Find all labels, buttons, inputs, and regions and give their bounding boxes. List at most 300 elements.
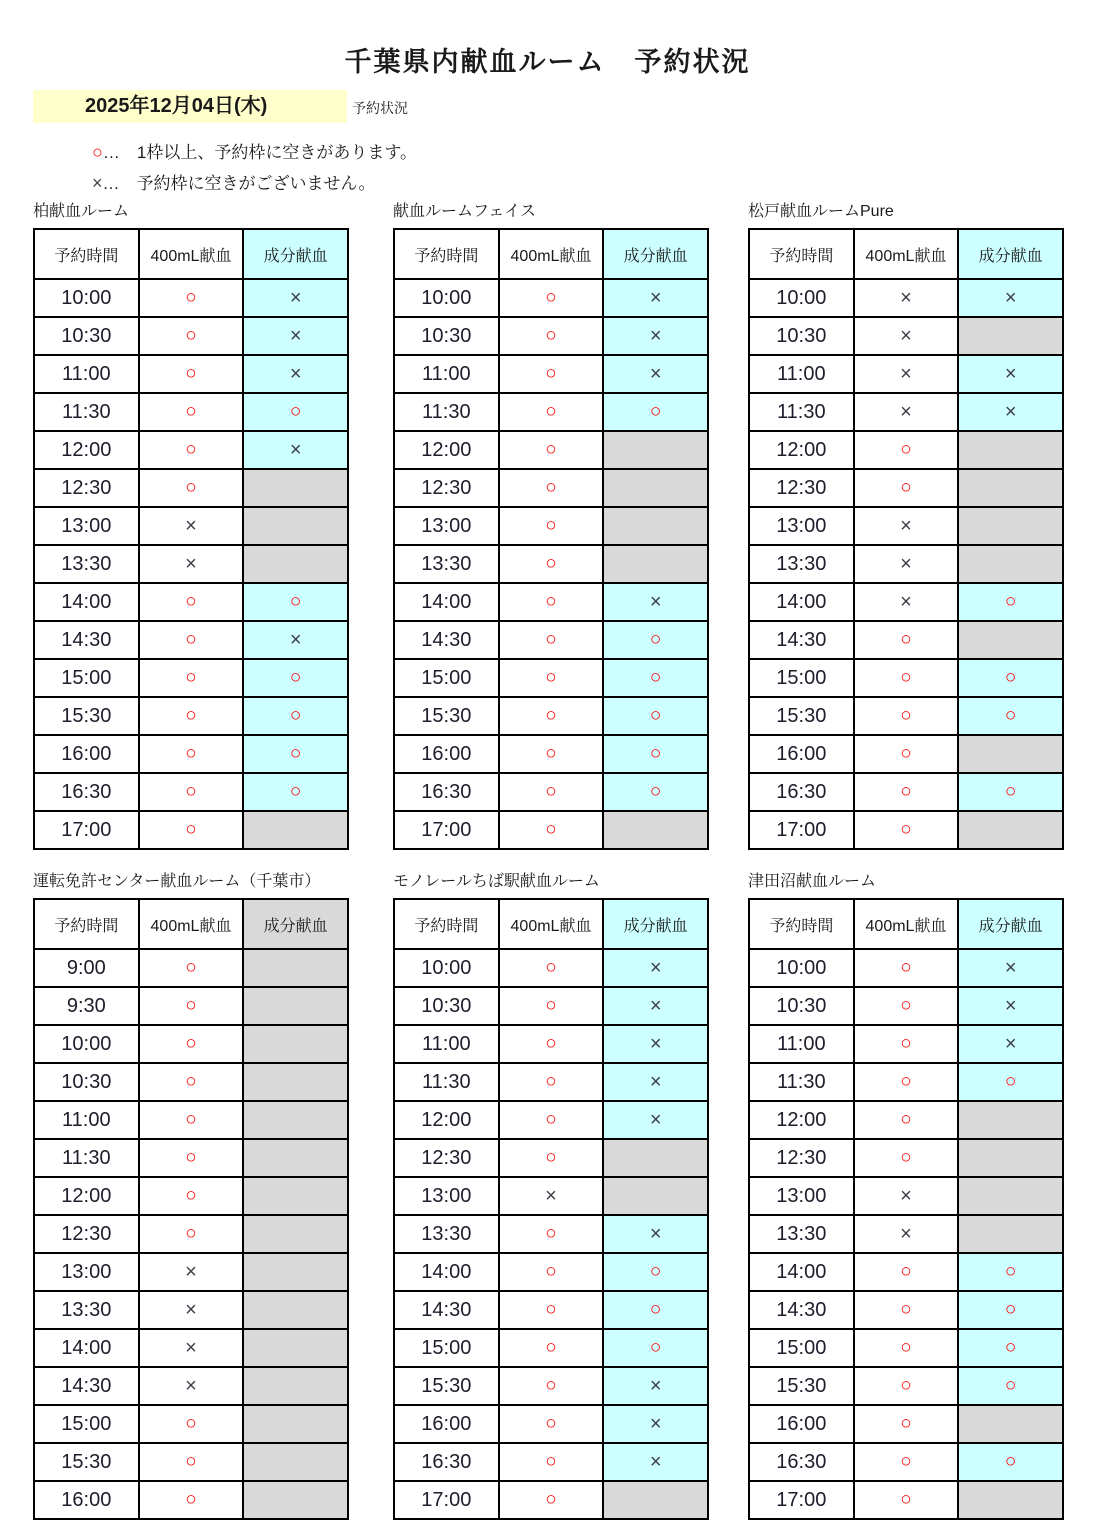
table-row: [749, 1367, 1063, 1405]
table-row: [34, 317, 348, 355]
w400-status-cell: ○: [499, 583, 604, 621]
time-cell: 13:00: [749, 1177, 854, 1215]
table-row: [394, 811, 708, 849]
room-section-1: [33, 198, 355, 850]
table-row: [394, 1291, 708, 1329]
w400-status-cell: ○: [499, 1063, 604, 1101]
table-row: [749, 583, 1063, 621]
component-status-cell: ×: [958, 1025, 1063, 1063]
w400-status-cell: ×: [854, 507, 959, 545]
component-status-cell: ×: [603, 1063, 708, 1101]
time-cell: 17:00: [749, 1481, 854, 1519]
w400-status-cell: ○: [854, 1367, 959, 1405]
component-status-cell: ×: [603, 1405, 708, 1443]
time-cell: 10:00: [749, 279, 854, 317]
w400-status-cell: ○: [139, 1177, 244, 1215]
table-row: [394, 1443, 708, 1481]
time-cell: 14:30: [749, 621, 854, 659]
time-cell: 13:00: [394, 507, 499, 545]
component-status-cell: [243, 545, 348, 583]
room-title: 柏献血ルーム: [33, 203, 130, 220]
table-row: [749, 1215, 1063, 1253]
w400-status-cell: ○: [499, 545, 604, 583]
component-status-cell: [958, 1177, 1063, 1215]
w400-status-cell: ○: [139, 1101, 244, 1139]
component-status-cell: [243, 1139, 348, 1177]
table-row: [394, 1063, 708, 1101]
table-row: [34, 545, 348, 583]
w400-status-cell: ○: [499, 393, 604, 431]
component-status-cell: [243, 469, 348, 507]
w400-status-cell: ○: [499, 621, 604, 659]
legend-available-text: … 1枠以上、予約枠に空きがあります。: [102, 143, 417, 162]
w400-status-cell: ○: [139, 811, 244, 849]
w400-status-cell: ○: [139, 1139, 244, 1177]
component-status-cell: [958, 1101, 1063, 1139]
w400-status-cell: ○: [139, 697, 244, 735]
time-cell: 10:00: [394, 279, 499, 317]
component-status-cell: [243, 1481, 348, 1519]
table-row: [34, 1291, 348, 1329]
time-cell: 14:30: [34, 621, 139, 659]
component-status-cell: [958, 621, 1063, 659]
cross-full-icon: ×: [92, 173, 103, 193]
header-row: [394, 899, 708, 949]
table-row: [394, 1215, 708, 1253]
time-cell: 13:00: [34, 1253, 139, 1291]
w400-status-cell: ×: [139, 1253, 244, 1291]
table-row: [394, 1253, 708, 1291]
time-cell: 16:00: [34, 735, 139, 773]
time-cell: 17:00: [394, 811, 499, 849]
column-header: 予約時間: [394, 899, 499, 949]
table-row: [34, 621, 348, 659]
time-cell: 12:30: [34, 469, 139, 507]
time-cell: 10:30: [394, 317, 499, 355]
component-status-cell: [243, 1405, 348, 1443]
time-cell: 15:30: [34, 1443, 139, 1481]
reservation-table: [33, 898, 349, 1520]
column-header: 400mL献血: [854, 899, 959, 949]
time-cell: 14:00: [394, 1253, 499, 1291]
date-text: 2025年12月04日(木): [85, 95, 268, 117]
component-status-cell: ○: [603, 621, 708, 659]
table-row: [749, 1291, 1063, 1329]
time-cell: 13:30: [34, 1291, 139, 1329]
column-header: 成分献血: [603, 229, 708, 279]
legend-available: [92, 137, 417, 168]
header-row: [34, 899, 348, 949]
table-row: [34, 469, 348, 507]
w400-status-cell: ○: [499, 1253, 604, 1291]
w400-status-cell: ○: [139, 987, 244, 1025]
column-header: 予約時間: [34, 229, 139, 279]
component-status-cell: ×: [603, 949, 708, 987]
time-cell: 15:30: [394, 697, 499, 735]
component-status-cell: [958, 1405, 1063, 1443]
component-status-cell: [243, 1443, 348, 1481]
table-row: [749, 1443, 1063, 1481]
w400-status-cell: ×: [499, 1177, 604, 1215]
w400-status-cell: ○: [499, 1215, 604, 1253]
time-cell: 10:30: [34, 317, 139, 355]
w400-status-cell: ○: [854, 469, 959, 507]
component-status-cell: ○: [603, 1329, 708, 1367]
column-header: 400mL献血: [139, 899, 244, 949]
time-cell: 15:30: [749, 697, 854, 735]
table-row: [749, 697, 1063, 735]
time-cell: 15:00: [394, 1329, 499, 1367]
time-cell: 11:00: [394, 355, 499, 393]
table-row: [34, 1139, 348, 1177]
table-row: [394, 317, 708, 355]
component-status-cell: ○: [243, 393, 348, 431]
component-status-cell: [958, 811, 1063, 849]
time-cell: 12:00: [34, 1177, 139, 1215]
w400-status-cell: ○: [499, 279, 604, 317]
component-status-cell: [958, 735, 1063, 773]
w400-status-cell: ○: [499, 1139, 604, 1177]
component-status-cell: ○: [958, 1253, 1063, 1291]
column-header: 400mL献血: [139, 229, 244, 279]
w400-status-cell: ○: [499, 987, 604, 1025]
table-row: [394, 735, 708, 773]
w400-status-cell: ○: [854, 1329, 959, 1367]
w400-status-cell: ○: [499, 735, 604, 773]
table-row: [394, 545, 708, 583]
component-status-cell: ×: [603, 1215, 708, 1253]
component-status-cell: [603, 545, 708, 583]
w400-status-cell: ○: [139, 735, 244, 773]
table-row: [34, 507, 348, 545]
room-title: 献血ルームフェイス: [393, 203, 537, 220]
component-status-cell: ×: [243, 355, 348, 393]
time-cell: 12:30: [34, 1215, 139, 1253]
time-cell: 15:00: [394, 659, 499, 697]
table-row: [394, 659, 708, 697]
w400-status-cell: ○: [499, 697, 604, 735]
component-status-cell: [243, 949, 348, 987]
time-cell: 13:00: [394, 1177, 499, 1215]
table-row: [34, 697, 348, 735]
time-cell: 13:30: [749, 545, 854, 583]
table-row: [394, 279, 708, 317]
table-row: [394, 355, 708, 393]
room-section-6: [748, 868, 1070, 1520]
w400-status-cell: ○: [499, 811, 604, 849]
w400-status-cell: ○: [854, 1101, 959, 1139]
component-status-cell: ○: [243, 659, 348, 697]
table-row: [34, 1253, 348, 1291]
component-status-cell: [603, 1139, 708, 1177]
table-row: [749, 621, 1063, 659]
time-cell: 15:00: [749, 659, 854, 697]
component-status-cell: ○: [958, 659, 1063, 697]
w400-status-cell: ○: [854, 1291, 959, 1329]
room-section-5: [393, 868, 715, 1520]
component-status-cell: [958, 545, 1063, 583]
time-cell: 16:30: [749, 773, 854, 811]
time-cell: 13:30: [394, 1215, 499, 1253]
component-status-cell: ×: [603, 1025, 708, 1063]
time-cell: 12:00: [34, 431, 139, 469]
table-row: [34, 1177, 348, 1215]
component-status-cell: ×: [603, 987, 708, 1025]
table-row: [394, 1139, 708, 1177]
table-row: [34, 735, 348, 773]
component-status-cell: ×: [603, 1101, 708, 1139]
table-row: [394, 621, 708, 659]
table-row: [34, 1215, 348, 1253]
status-label: 予約状況: [352, 100, 408, 116]
time-cell: 16:00: [749, 1405, 854, 1443]
w400-status-cell: ×: [139, 1329, 244, 1367]
time-cell: 12:00: [394, 431, 499, 469]
time-cell: 15:30: [394, 1367, 499, 1405]
column-header: 400mL献血: [499, 229, 604, 279]
component-status-cell: ×: [243, 279, 348, 317]
component-status-cell: [243, 1367, 348, 1405]
reservation-table: [393, 228, 709, 850]
time-cell: 16:00: [749, 735, 854, 773]
table-row: [34, 1367, 348, 1405]
table-row: [34, 987, 348, 1025]
component-status-cell: ○: [958, 1063, 1063, 1101]
time-cell: 10:00: [34, 279, 139, 317]
w400-status-cell: ○: [854, 621, 959, 659]
w400-status-cell: ○: [499, 1025, 604, 1063]
room-section-2: [393, 198, 715, 850]
w400-status-cell: ○: [854, 1481, 959, 1519]
w400-status-cell: ○: [499, 1101, 604, 1139]
w400-status-cell: ○: [854, 1253, 959, 1291]
time-cell: 11:00: [34, 1101, 139, 1139]
component-status-cell: [958, 507, 1063, 545]
page-title: 千葉県内献血ルーム 予約状況: [344, 47, 751, 77]
w400-status-cell: ○: [854, 1063, 959, 1101]
time-cell: 15:00: [34, 1405, 139, 1443]
component-status-cell: ×: [603, 1443, 708, 1481]
time-cell: 11:00: [749, 1025, 854, 1063]
component-status-cell: [243, 811, 348, 849]
time-cell: 16:00: [34, 1481, 139, 1519]
time-cell: 16:30: [394, 773, 499, 811]
table-row: [749, 659, 1063, 697]
time-cell: 10:00: [749, 949, 854, 987]
table-row: [749, 317, 1063, 355]
w400-status-cell: ×: [854, 1177, 959, 1215]
w400-status-cell: ○: [499, 469, 604, 507]
table-row: [749, 1481, 1063, 1519]
time-cell: 12:00: [394, 1101, 499, 1139]
w400-status-cell: ○: [854, 431, 959, 469]
legend: [92, 137, 417, 199]
reservation-table: [393, 898, 709, 1520]
reservation-table: [33, 228, 349, 850]
time-cell: 16:00: [394, 735, 499, 773]
room-section-3: [748, 198, 1070, 850]
component-status-cell: [243, 987, 348, 1025]
time-cell: 10:00: [34, 1025, 139, 1063]
w400-status-cell: ○: [499, 773, 604, 811]
reservation-table: [748, 898, 1064, 1520]
component-status-cell: ×: [603, 583, 708, 621]
header-row: [394, 229, 708, 279]
w400-status-cell: ○: [139, 773, 244, 811]
component-status-cell: ×: [243, 431, 348, 469]
time-cell: 10:30: [749, 987, 854, 1025]
table-row: [34, 1329, 348, 1367]
component-status-cell: ○: [958, 773, 1063, 811]
time-cell: 11:30: [34, 1139, 139, 1177]
time-cell: 11:30: [749, 393, 854, 431]
table-row: [34, 659, 348, 697]
time-cell: 14:00: [394, 583, 499, 621]
column-header: 予約時間: [749, 229, 854, 279]
room-title: 津田沼献血ルーム: [748, 873, 877, 890]
table-row: [749, 1139, 1063, 1177]
table-row: [749, 545, 1063, 583]
w400-status-cell: ○: [499, 1329, 604, 1367]
component-status-cell: [243, 1063, 348, 1101]
time-cell: 13:00: [749, 507, 854, 545]
w400-status-cell: ×: [139, 1367, 244, 1405]
component-status-cell: ×: [958, 279, 1063, 317]
room-title: 運転免許センター献血ルーム（千葉市）: [33, 873, 321, 890]
component-status-cell: [603, 1481, 708, 1519]
table-row: [749, 469, 1063, 507]
room-title: 松戸献血ルームPure: [748, 203, 894, 220]
component-status-cell: ○: [603, 659, 708, 697]
time-cell: 13:30: [749, 1215, 854, 1253]
time-cell: 10:30: [749, 317, 854, 355]
table-row: [749, 1025, 1063, 1063]
column-header: 400mL献血: [499, 899, 604, 949]
time-cell: 14:00: [34, 1329, 139, 1367]
component-status-cell: ○: [603, 735, 708, 773]
component-status-cell: ○: [958, 1443, 1063, 1481]
w400-status-cell: ○: [854, 735, 959, 773]
table-row: [749, 431, 1063, 469]
circle-available-icon: ○: [92, 142, 103, 162]
w400-status-cell: ○: [139, 1481, 244, 1519]
w400-status-cell: ×: [854, 1215, 959, 1253]
time-cell: 16:30: [34, 773, 139, 811]
table-row: [34, 355, 348, 393]
component-status-cell: [243, 1291, 348, 1329]
w400-status-cell: ○: [854, 773, 959, 811]
table-row: [394, 987, 708, 1025]
component-status-cell: ×: [243, 317, 348, 355]
w400-status-cell: ○: [499, 317, 604, 355]
w400-status-cell: ×: [139, 1291, 244, 1329]
w400-status-cell: ○: [139, 583, 244, 621]
column-header: 400mL献血: [854, 229, 959, 279]
table-row: [34, 583, 348, 621]
table-row: [394, 1481, 708, 1519]
table-row: [394, 1329, 708, 1367]
table-row: [394, 583, 708, 621]
component-status-cell: [603, 1177, 708, 1215]
time-cell: 15:00: [749, 1329, 854, 1367]
column-header: 予約時間: [394, 229, 499, 279]
component-status-cell: ×: [603, 1367, 708, 1405]
w400-status-cell: ○: [854, 659, 959, 697]
w400-status-cell: ○: [139, 317, 244, 355]
table-row: [34, 1481, 348, 1519]
component-status-cell: [603, 469, 708, 507]
table-row: [749, 735, 1063, 773]
component-status-cell: ○: [958, 1367, 1063, 1405]
table-row: [394, 1025, 708, 1063]
table-row: [34, 1025, 348, 1063]
component-status-cell: ○: [603, 393, 708, 431]
time-cell: 16:00: [394, 1405, 499, 1443]
component-status-cell: ○: [603, 1253, 708, 1291]
w400-status-cell: ○: [499, 431, 604, 469]
w400-status-cell: ×: [854, 317, 959, 355]
component-status-cell: ×: [958, 355, 1063, 393]
time-cell: 11:30: [394, 393, 499, 431]
w400-status-cell: ○: [854, 987, 959, 1025]
time-cell: 13:30: [34, 545, 139, 583]
time-cell: 15:30: [749, 1367, 854, 1405]
table-row: [394, 697, 708, 735]
w400-status-cell: ×: [854, 583, 959, 621]
w400-status-cell: ○: [499, 355, 604, 393]
time-cell: 17:00: [394, 1481, 499, 1519]
table-row: [749, 1063, 1063, 1101]
w400-status-cell: ○: [139, 393, 244, 431]
time-cell: 11:00: [394, 1025, 499, 1063]
w400-status-cell: ○: [139, 1443, 244, 1481]
time-cell: 9:30: [34, 987, 139, 1025]
time-cell: 16:30: [394, 1443, 499, 1481]
header-row: [749, 899, 1063, 949]
w400-status-cell: ○: [854, 1025, 959, 1063]
component-status-cell: ×: [958, 949, 1063, 987]
w400-status-cell: ○: [139, 1063, 244, 1101]
w400-status-cell: ○: [854, 949, 959, 987]
column-header: 成分献血: [603, 899, 708, 949]
component-status-cell: ×: [958, 987, 1063, 1025]
table-row: [749, 949, 1063, 987]
table-row: [394, 507, 708, 545]
time-cell: 12:30: [749, 469, 854, 507]
table-row: [394, 773, 708, 811]
w400-status-cell: ×: [854, 279, 959, 317]
table-row: [34, 949, 348, 987]
w400-status-cell: ×: [139, 507, 244, 545]
component-status-cell: ×: [958, 393, 1063, 431]
w400-status-cell: ○: [499, 1291, 604, 1329]
w400-status-cell: ×: [139, 545, 244, 583]
component-status-cell: ×: [603, 317, 708, 355]
header-row: [34, 229, 348, 279]
component-status-cell: [958, 1481, 1063, 1519]
table-row: [34, 1405, 348, 1443]
component-status-cell: ×: [603, 279, 708, 317]
table-row: [394, 431, 708, 469]
component-status-cell: ○: [243, 773, 348, 811]
w400-status-cell: ○: [499, 1405, 604, 1443]
table-row: [34, 811, 348, 849]
component-status-cell: [243, 507, 348, 545]
table-row: [394, 1177, 708, 1215]
w400-status-cell: ○: [854, 1443, 959, 1481]
w400-status-cell: ○: [854, 811, 959, 849]
column-header: 成分献血: [243, 229, 348, 279]
